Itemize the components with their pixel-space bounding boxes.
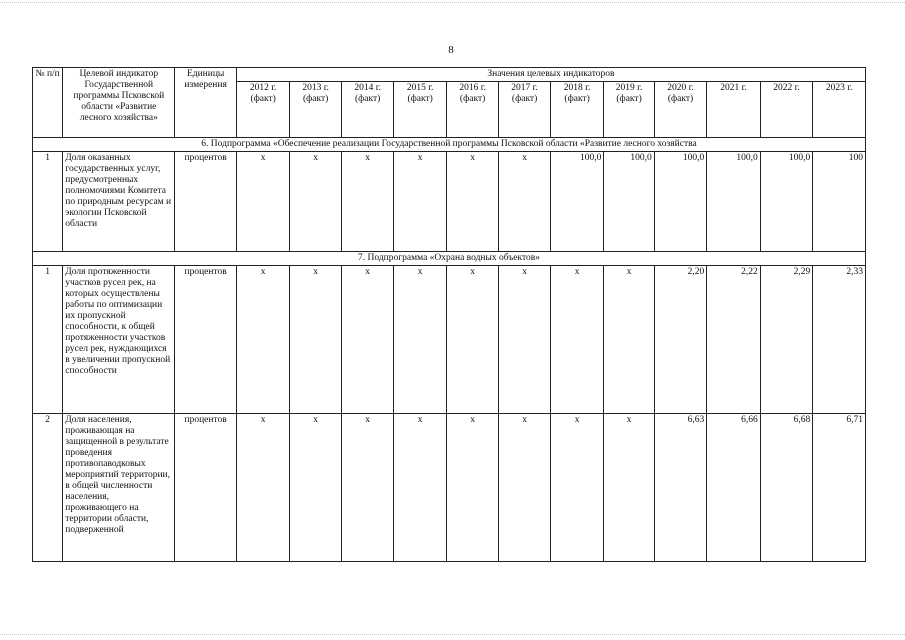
col-header-unit: Единицы измерения bbox=[175, 68, 237, 138]
indicator-value: x bbox=[446, 414, 498, 562]
col-header-year: 2015 г. (факт) bbox=[394, 82, 446, 138]
row-number: 1 bbox=[33, 266, 63, 414]
indicator-value: 100,0 bbox=[654, 152, 706, 252]
col-header-year: 2012 г. (факт) bbox=[236, 82, 290, 138]
page-number: 8 bbox=[448, 44, 454, 56]
indicator-value: x bbox=[446, 152, 498, 252]
indicator-value: x bbox=[499, 414, 550, 562]
indicator-value: x bbox=[446, 266, 498, 414]
indicator-value: x bbox=[604, 414, 654, 562]
scan-edge-top bbox=[0, 2, 905, 3]
indicator-value: x bbox=[550, 414, 604, 562]
indicator-value: x bbox=[290, 152, 341, 252]
indicator-value: 6,63 bbox=[654, 414, 706, 562]
indicator-name: Доля населения, проживающая на защищенной в результате проведения противопаводковых мероприятий территории, в общей численности населения, проживающего на территории области, подверженной bbox=[63, 414, 175, 562]
indicator-value: 100 bbox=[813, 152, 866, 252]
indicator-value: 6,71 bbox=[813, 414, 866, 562]
col-header-indicator: Целевой индикатор Государственной программы Псковской области «Развитие лесного хозяйства» bbox=[63, 68, 175, 138]
indicator-value: x bbox=[290, 414, 341, 562]
indicator-value: x bbox=[236, 414, 290, 562]
section-title-row bbox=[33, 252, 866, 266]
table-row bbox=[33, 414, 866, 562]
indicator-value: 2,33 bbox=[813, 266, 866, 414]
col-header-year: 2013 г. (факт) bbox=[290, 82, 341, 138]
col-header-year: 2016 г. (факт) bbox=[446, 82, 498, 138]
table-row bbox=[33, 152, 866, 252]
indicator-value: x bbox=[499, 266, 550, 414]
indicator-value: x bbox=[394, 414, 446, 562]
indicator-value: x bbox=[394, 152, 446, 252]
indicator-value: x bbox=[341, 414, 393, 562]
indicator-value: x bbox=[550, 266, 604, 414]
indicator-name: Доля протяженности участков русел рек, на которых осуществлены работы по оптимизации их пропускной способности, к общей протяженности участков русел рек, нуждающихся в увеличении пропускной способности bbox=[63, 266, 175, 414]
indicator-value: x bbox=[236, 152, 290, 252]
indicator-value: x bbox=[604, 266, 654, 414]
col-header-year: 2019 г. (факт) bbox=[604, 82, 654, 138]
indicator-value: 100,0 bbox=[604, 152, 654, 252]
indicator-name: Доля оказанных государственных услуг, предусмотренных полномочиями Комитета по природным ресурсам и экологии Псковской области bbox=[63, 152, 175, 252]
indicator-value: x bbox=[341, 152, 393, 252]
row-number: 1 bbox=[33, 152, 63, 252]
indicator-value: x bbox=[236, 266, 290, 414]
indicator-value: 2,20 bbox=[654, 266, 706, 414]
indicator-value: x bbox=[341, 266, 393, 414]
section-title: 6. Подпрограмма «Обеспечение реализации Государственной программы Псковской области «Развитие лесного хозяйства bbox=[33, 138, 866, 152]
indicator-value: x bbox=[394, 266, 446, 414]
indicator-value: x bbox=[290, 266, 341, 414]
col-header-year: 2021 г. bbox=[707, 82, 761, 138]
row-number: 2 bbox=[33, 414, 63, 562]
col-header-year: 2022 г. bbox=[760, 82, 812, 138]
section-title-row bbox=[33, 138, 866, 152]
col-header-year: 2014 г. (факт) bbox=[341, 82, 393, 138]
indicator-value: 100,0 bbox=[707, 152, 761, 252]
header-row-group bbox=[33, 68, 866, 82]
scan-edge-bottom bbox=[0, 634, 905, 635]
table-row bbox=[33, 266, 866, 414]
indicator-value: 2,22 bbox=[707, 266, 761, 414]
indicator-value: 100,0 bbox=[760, 152, 812, 252]
target-indicators-table bbox=[32, 67, 866, 562]
indicator-value: 100,0 bbox=[550, 152, 604, 252]
indicator-value: 6,68 bbox=[760, 414, 812, 562]
unit-of-measure: процентов bbox=[175, 152, 237, 252]
section-title: 7. Подпрограмма «Охрана водных объектов» bbox=[33, 252, 866, 266]
indicator-value: 2,29 bbox=[760, 266, 812, 414]
col-header-values-group: Значения целевых индикаторов bbox=[236, 68, 865, 82]
indicator-value: x bbox=[499, 152, 550, 252]
col-header-number: № п/п bbox=[33, 68, 63, 138]
col-header-year: 2020 г. (факт) bbox=[654, 82, 706, 138]
indicator-value: 6,66 bbox=[707, 414, 761, 562]
unit-of-measure: процентов bbox=[175, 266, 237, 414]
col-header-year: 2017 г. (факт) bbox=[499, 82, 550, 138]
unit-of-measure: процентов bbox=[175, 414, 237, 562]
col-header-year: 2023 г. bbox=[813, 82, 866, 138]
col-header-year: 2018 г. (факт) bbox=[550, 82, 604, 138]
